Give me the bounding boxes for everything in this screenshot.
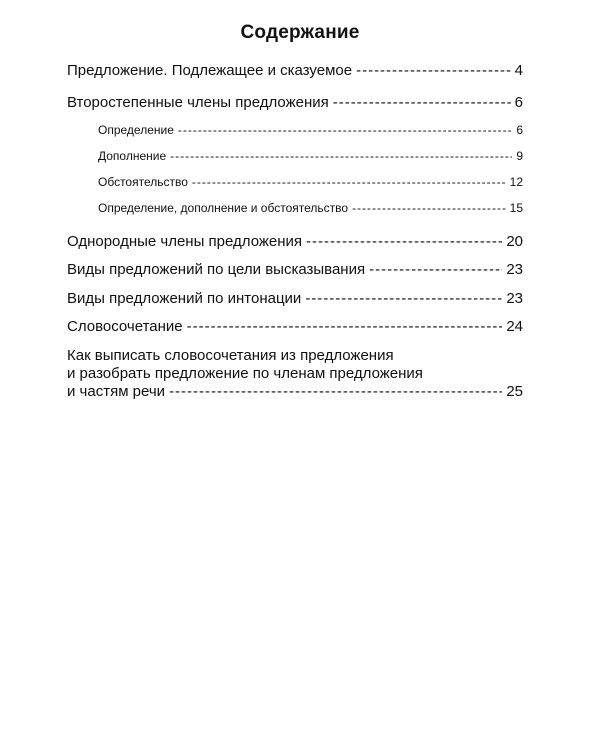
toc-subentry-object[interactable] xyxy=(98,149,523,163)
toc-entry-page: 20 xyxy=(506,233,523,250)
dot-leader xyxy=(187,318,503,335)
toc-entry-page: 24 xyxy=(506,318,523,335)
dot-leader xyxy=(305,290,502,307)
dot-leader xyxy=(369,261,502,278)
toc-entry-page: 6 xyxy=(516,123,523,137)
toc-entry-subject-predicate[interactable] xyxy=(67,62,523,79)
toc-entry-page: 4 xyxy=(514,62,523,79)
dot-leader xyxy=(169,383,502,401)
toc-entry-page: 12 xyxy=(509,175,523,189)
toc-entry-page: 23 xyxy=(506,261,523,278)
toc-entry-page: 23 xyxy=(506,290,523,307)
toc-entry-sentence-purpose[interactable] xyxy=(67,261,523,278)
toc-entry-title-line: и разобрать предложение по членам предложения xyxy=(67,365,423,382)
toc-subentry-adverbial[interactable] xyxy=(98,175,523,189)
toc-entry-title-line: Как выписать словосочетания из предложения xyxy=(67,347,394,364)
toc-entry-title: Определение, дополнение и обстоятельство xyxy=(98,201,349,215)
toc-entry-title: Дополнение xyxy=(98,149,167,163)
toc-entry-title: Однородные члены предложения xyxy=(67,233,303,250)
toc-entry-word-combination[interactable] xyxy=(67,318,523,335)
page-title: Содержание xyxy=(240,22,360,43)
dot-leader xyxy=(178,123,512,137)
toc-entry-title: Второстепенные члены предложения xyxy=(67,94,329,111)
dot-leader xyxy=(192,175,506,189)
toc-entry-final-line xyxy=(67,383,523,401)
toc-entry-title: Виды предложений по цели высказывания xyxy=(67,261,366,278)
dot-leader xyxy=(333,94,511,111)
toc-entry-secondary-members[interactable] xyxy=(67,94,523,111)
toc-entry-page: 6 xyxy=(514,94,523,111)
toc-entry-homogeneous-members[interactable] xyxy=(67,233,523,250)
dot-leader xyxy=(306,233,502,250)
dot-leader xyxy=(170,149,512,163)
toc-entry-title: Определение xyxy=(98,123,174,137)
toc-entry-title-line: и частям речи xyxy=(67,383,166,400)
toc-entry-title: Обстоятельство xyxy=(98,175,188,189)
toc-entry-page: 9 xyxy=(516,149,523,163)
toc-subentry-attribute[interactable] xyxy=(98,123,523,137)
toc-entry-page: 25 xyxy=(506,383,523,400)
toc-entry-sentence-intonation[interactable] xyxy=(67,290,523,307)
toc-entry-title: Предложение. Подлежащее и сказуемое xyxy=(67,62,353,79)
dot-leader xyxy=(356,62,511,79)
toc-entry-page: 15 xyxy=(509,201,523,215)
toc-entry-title: Виды предложений по интонации xyxy=(67,290,302,307)
toc-subentry-combined[interactable] xyxy=(98,201,523,215)
dot-leader xyxy=(352,201,506,215)
toc-entry-parsing[interactable] xyxy=(67,347,523,401)
toc-entry-title: Словосочетание xyxy=(67,318,183,335)
